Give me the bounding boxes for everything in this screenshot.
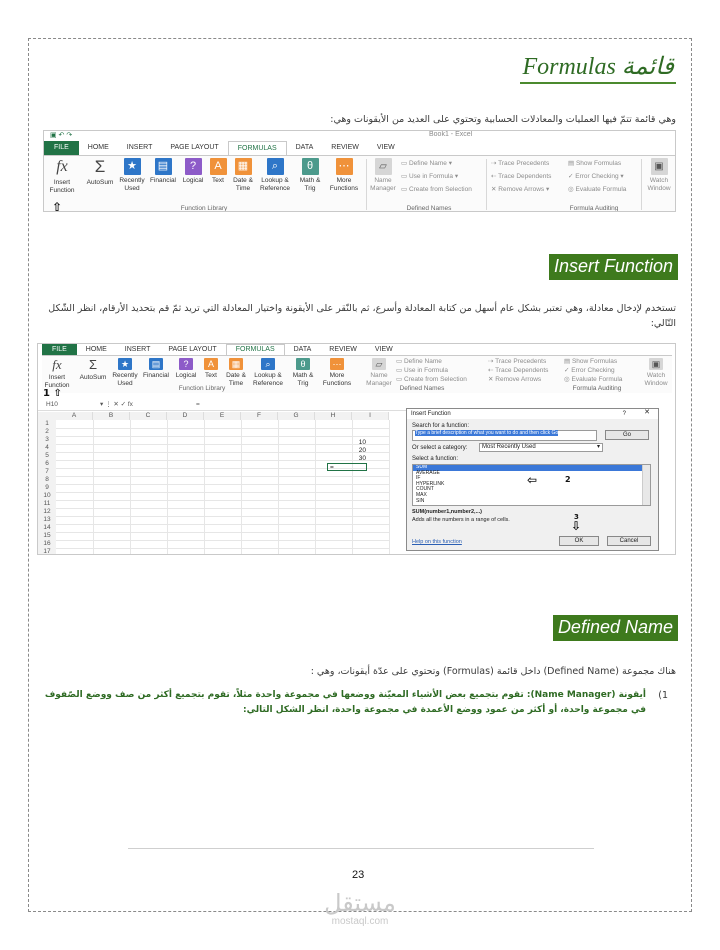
- use-in-formula-button[interactable]: ▭ Use in Formula: [396, 367, 449, 374]
- insert-function-heading: Insert Function: [549, 254, 678, 280]
- ribbon-tabs: [44, 141, 675, 155]
- recently-used-button[interactable]: ★ Recently Used: [119, 160, 145, 192]
- watch-window-button[interactable]: ▣ Watch Window: [644, 158, 674, 193]
- trace-dependents-button[interactable]: ⇠ Trace Dependents: [491, 173, 552, 180]
- column-header[interactable]: E: [204, 412, 241, 420]
- group-defined-names: Defined Names: [406, 205, 452, 212]
- function-description: Adds all the numbers in a range of cells.: [412, 517, 510, 523]
- more-icon: ⋯: [330, 358, 344, 370]
- lookup-reference-button[interactable]: ⌕ Lookup & Reference: [260, 160, 290, 192]
- cell-h7[interactable]: 10: [358, 439, 366, 446]
- tab-file[interactable]: FILE: [42, 344, 77, 355]
- annotation-3: 3: [574, 513, 579, 521]
- remove-arrows-button[interactable]: ✕ Remove Arrows ▾: [491, 186, 550, 193]
- tab-page-layout[interactable]: PAGE LAYOUT: [170, 144, 219, 151]
- separator: [486, 159, 487, 210]
- calendar-icon: ▦: [229, 358, 243, 370]
- financial-button[interactable]: ▤ Financial: [149, 160, 176, 184]
- function-item[interactable]: HYPERLINK: [416, 480, 445, 487]
- tab-view[interactable]: VIEW: [374, 346, 393, 353]
- insert-function-dialog: [406, 408, 659, 551]
- recently-used-button[interactable]: ★ Recently Used: [112, 359, 138, 387]
- text-a-icon: A: [210, 158, 227, 175]
- insert-function-screenshot: [37, 343, 676, 555]
- grid-line: [56, 492, 389, 493]
- row-header[interactable]: 2: [38, 428, 56, 436]
- dialog-title-bar: [407, 409, 658, 419]
- annotation-2: 2: [565, 475, 571, 484]
- function-item[interactable]: IF: [416, 475, 421, 482]
- name-manager-button[interactable]: ▱ Name Manager: [368, 158, 398, 193]
- separator: [366, 159, 367, 210]
- annotation-1: 1 ⇧: [43, 388, 62, 399]
- list-scrollbar[interactable]: [642, 465, 650, 505]
- search-input[interactable]: Type a brief description of what you want to do and then click Go: [412, 430, 597, 441]
- tab-home[interactable]: HOME: [87, 144, 109, 151]
- tab-review[interactable]: REVIEW: [329, 346, 357, 353]
- fx-icon: fx: [56, 158, 68, 175]
- row-header[interactable]: 1: [38, 420, 56, 428]
- autosum-button[interactable]: Σ AutoSum: [86, 157, 114, 186]
- grid-line: [278, 420, 279, 555]
- insert-function-button[interactable]: fx Insert Function: [44, 357, 70, 389]
- help-button[interactable]: ?: [622, 411, 626, 417]
- tab-formulas[interactable]: FORMULAS: [228, 141, 287, 155]
- define-name-button[interactable]: ▭ Define Name: [396, 358, 442, 365]
- grid-line: [56, 524, 389, 525]
- tab-review[interactable]: REVIEW: [331, 144, 359, 151]
- name-tag-icon: ▱: [375, 158, 392, 175]
- row-header[interactable]: 6: [38, 460, 56, 468]
- insert-function-button[interactable]: fx Insert Function: [49, 158, 75, 194]
- magnifier-icon: ⌕: [261, 358, 275, 370]
- tab-file[interactable]: FILE: [44, 141, 79, 155]
- function-item[interactable]: COUNT: [416, 486, 434, 493]
- more-icon: ⋯: [336, 158, 353, 175]
- grid-line: [56, 516, 389, 517]
- up-arrow-icon: ⇧: [52, 200, 63, 212]
- close-icon[interactable]: ✕: [644, 409, 650, 416]
- row-header[interactable]: 3: [38, 436, 56, 444]
- tab-data[interactable]: DATA: [293, 346, 312, 353]
- formula-bar-icons[interactable]: ▾ ⋮ ✕ ✓ fx: [100, 401, 133, 408]
- group-function-library: Function Library: [178, 385, 226, 392]
- insert-function-paragraph: تستخدم لإدخال معادلة، وهي تعتبر بشكل عام أسهل من كتابة المعادلة وأسرع، ثم بالنّقر على الأيقونة واختيار المعادلة التي تريد ثمّ قم بتحديد الأرقام، انظر الشّكل التّالي:: [48, 303, 676, 329]
- create-from-selection-button[interactable]: ▭ Create from Selection: [396, 376, 467, 383]
- formulas-ribbon: [43, 130, 676, 212]
- star-icon: ★: [124, 158, 141, 175]
- watch-window-button[interactable]: ▣ Watch Window: [644, 359, 668, 387]
- up-arrow-icon: ⇧: [49, 388, 62, 399]
- grid-line: [389, 420, 390, 555]
- sheet-ribbon: [42, 344, 672, 396]
- tab-home[interactable]: HOME: [85, 346, 107, 353]
- row-header[interactable]: 8: [38, 476, 56, 484]
- watch-window-icon: ▣: [651, 158, 668, 175]
- column-header[interactable]: H: [315, 412, 352, 420]
- row-header[interactable]: 7: [38, 468, 56, 476]
- grid-line: [56, 428, 389, 429]
- defined-name-intro: هناك مجموعة (Defined Name) داخل قائمة (Formulas) وتحتوي على عدّة أيقونات، وهي :: [310, 666, 676, 677]
- select-function-label: Select a function:: [412, 456, 459, 462]
- chevron-down-icon: ▾: [596, 444, 600, 450]
- date-time-button[interactable]: ▦ Date & Time: [226, 359, 246, 387]
- theta-icon: θ: [296, 358, 310, 370]
- text-button[interactable]: A Text: [205, 359, 217, 379]
- page-number: 23: [352, 869, 365, 881]
- function-signature: SUM(number1,number2,...): [412, 509, 482, 515]
- row-header[interactable]: 4: [38, 444, 56, 452]
- row-header[interactable]: 11: [38, 500, 56, 508]
- math-trig-button[interactable]: θ Math & Trig: [299, 160, 321, 192]
- grid-line: [241, 420, 242, 555]
- cancel-button[interactable]: Cancel: [607, 536, 651, 546]
- grid-line: [56, 540, 389, 541]
- grid-line: [167, 420, 168, 555]
- column-header[interactable]: C: [130, 412, 167, 420]
- sigma-icon: Σ: [94, 157, 106, 176]
- dialog-title: Insert Function: [411, 411, 451, 417]
- name-manager-description: أيقونة (Name Manager): تقوم بتجميع بعض الأشياء المعيّنة ووضعها في مجموعة واحدة مثلاً، تقوم بتجميع أكثر من صف ووضع الصّفوف في مجموعة واحدة، أو أكثر من عمود ووضع الأعمدة في مجموعة واحدة، انظر الشكل التالي:: [44, 690, 646, 715]
- group-formula-auditing: Formula Auditing: [569, 205, 619, 212]
- row-header[interactable]: 5: [38, 452, 56, 460]
- name-box[interactable]: H10: [46, 401, 58, 408]
- grid-line: [56, 532, 389, 533]
- group-function-library: Function Library: [180, 205, 228, 212]
- formulas-heading: قائمة Formulas: [520, 52, 676, 84]
- grid-line: [56, 484, 389, 485]
- trace-precedents-button[interactable]: ⇢ Trace Precedents: [488, 358, 547, 365]
- row-header[interactable]: 10: [38, 492, 56, 500]
- grid-line: [56, 500, 389, 501]
- row-header[interactable]: 17: [38, 548, 56, 555]
- down-arrow-icon: ⇩: [571, 519, 582, 533]
- evaluate-formula-button[interactable]: ◎ Evaluate Formula: [564, 376, 623, 383]
- grid-line: [204, 420, 205, 555]
- left-arrow-icon: ⇦: [527, 473, 538, 487]
- row-header[interactable]: 13: [38, 516, 56, 524]
- calendar-icon: ▦: [235, 158, 252, 175]
- autosum-button[interactable]: Σ AutoSum: [79, 357, 107, 381]
- watermark-arabic: مستقل: [324, 889, 396, 917]
- tab-insert[interactable]: INSERT: [124, 346, 151, 353]
- column-header[interactable]: F: [241, 412, 278, 420]
- text-a-icon: A: [204, 358, 218, 370]
- category-label: Or select a category:: [412, 445, 468, 451]
- watermark-latin: mostaql.com: [331, 916, 389, 927]
- logical-button[interactable]: ? Logical: [182, 160, 204, 184]
- function-item[interactable]: MAX: [416, 491, 427, 498]
- category-select[interactable]: Most Recently Used ▾: [479, 443, 603, 452]
- trace-dependents-button[interactable]: ⇠ Trace Dependents: [488, 367, 549, 374]
- grid-line: [315, 420, 316, 555]
- column-header[interactable]: A: [56, 412, 93, 420]
- cell-h8[interactable]: 20: [358, 447, 366, 454]
- show-formulas-button[interactable]: ▤ Show Formulas: [564, 358, 618, 365]
- grid-line: [56, 476, 389, 477]
- tab-insert[interactable]: INSERT: [126, 144, 153, 151]
- search-label: Search for a function:: [412, 423, 470, 429]
- row-header[interactable]: 12: [38, 508, 56, 516]
- book-icon: ▤: [149, 358, 163, 370]
- corner-cell[interactable]: [38, 412, 56, 420]
- row-header[interactable]: 14: [38, 524, 56, 532]
- sheet-ribbon-tabs: [42, 344, 672, 355]
- function-item[interactable]: SUM: [413, 465, 650, 471]
- evaluate-formula-button[interactable]: ◎ Evaluate Formula: [568, 186, 627, 193]
- cell-h10[interactable]: =: [327, 463, 367, 471]
- ok-button[interactable]: OK: [559, 536, 599, 546]
- tab-formulas[interactable]: FORMULAS: [226, 344, 285, 355]
- list-item-number: 1): [658, 690, 668, 701]
- create-from-selection-button[interactable]: ▭ Create from Selection: [401, 186, 472, 193]
- watermark: [310, 890, 410, 928]
- grid-line: [130, 420, 131, 555]
- column-header[interactable]: B: [93, 412, 130, 420]
- column-header[interactable]: I: [352, 412, 389, 420]
- row-header[interactable]: 9: [38, 484, 56, 492]
- footer-rule: [128, 848, 594, 849]
- grid-line: [56, 548, 389, 549]
- math-trig-button[interactable]: θ Math & Trig: [292, 359, 314, 387]
- window-title: Book1 - Excel: [429, 131, 473, 138]
- sigma-icon: Σ: [88, 357, 98, 372]
- cell-h9[interactable]: 30: [358, 455, 366, 462]
- name-tag-icon: ▱: [372, 358, 386, 370]
- separator: [641, 159, 642, 210]
- column-header[interactable]: D: [167, 412, 204, 420]
- grid-line: [56, 508, 389, 509]
- error-checking-button[interactable]: ✓ Error Checking ▾: [568, 173, 624, 180]
- group-defined-names: Defined Names: [399, 385, 445, 392]
- show-formulas-button[interactable]: ▤ Show Formulas: [568, 160, 622, 167]
- row-header[interactable]: 16: [38, 540, 56, 548]
- more-functions-button[interactable]: ⋯ More Functions: [329, 160, 359, 192]
- financial-button[interactable]: ▤ Financial: [142, 359, 169, 379]
- grid-line: [93, 420, 94, 555]
- define-name-button[interactable]: ▭ Define Name ▾: [401, 160, 452, 167]
- star-icon: ★: [118, 358, 132, 370]
- row-header[interactable]: 15: [38, 532, 56, 540]
- tab-page-layout[interactable]: PAGE LAYOUT: [168, 346, 217, 353]
- date-time-button[interactable]: ▦ Date & Time: [233, 160, 253, 192]
- go-button[interactable]: Go: [605, 430, 649, 440]
- function-item[interactable]: AVERAGE: [416, 469, 440, 476]
- formulas-paragraph: وهي قائمة تتمّ فيها العمليات والمعادلات الحسابية وتحتوي على العديد من الأيقونات وهي:: [330, 114, 676, 125]
- logical-button[interactable]: ? Logical: [175, 359, 197, 379]
- help-link[interactable]: Help on this function: [412, 539, 462, 545]
- formula-input[interactable]: =: [196, 401, 200, 408]
- magnifier-icon: ⌕: [267, 158, 284, 175]
- use-in-formula-button[interactable]: ▭ Use in Formula ▾: [401, 173, 459, 180]
- question-icon: ?: [179, 358, 193, 370]
- question-icon: ?: [185, 158, 202, 175]
- grid-line: [56, 436, 389, 437]
- text-button[interactable]: A Text: [208, 158, 228, 185]
- more-functions-button[interactable]: ⋯ More Functions: [322, 359, 352, 387]
- column-header[interactable]: G: [278, 412, 315, 420]
- group-formula-auditing: Formula Auditing: [572, 385, 622, 392]
- name-manager-button[interactable]: ▱ Name Manager: [366, 359, 392, 387]
- trace-precedents-button[interactable]: ⇢ Trace Precedents: [491, 160, 550, 167]
- defined-name-heading: Defined Name: [553, 615, 678, 641]
- error-checking-button[interactable]: ✓ Error Checking: [564, 367, 615, 374]
- tab-data[interactable]: DATA: [295, 144, 314, 151]
- theta-icon: θ: [302, 158, 319, 175]
- quick-access-icons[interactable]: ▣ ↶ ↷: [50, 132, 73, 139]
- watch-window-icon: ▣: [649, 358, 663, 370]
- tab-view[interactable]: VIEW: [376, 144, 395, 151]
- remove-arrows-button[interactable]: ✕ Remove Arrows: [488, 376, 542, 383]
- book-icon: ▤: [155, 158, 172, 175]
- lookup-reference-button[interactable]: ⌕ Lookup & Reference: [253, 359, 283, 387]
- fx-icon: fx: [52, 357, 62, 372]
- function-item[interactable]: SIN: [416, 497, 425, 504]
